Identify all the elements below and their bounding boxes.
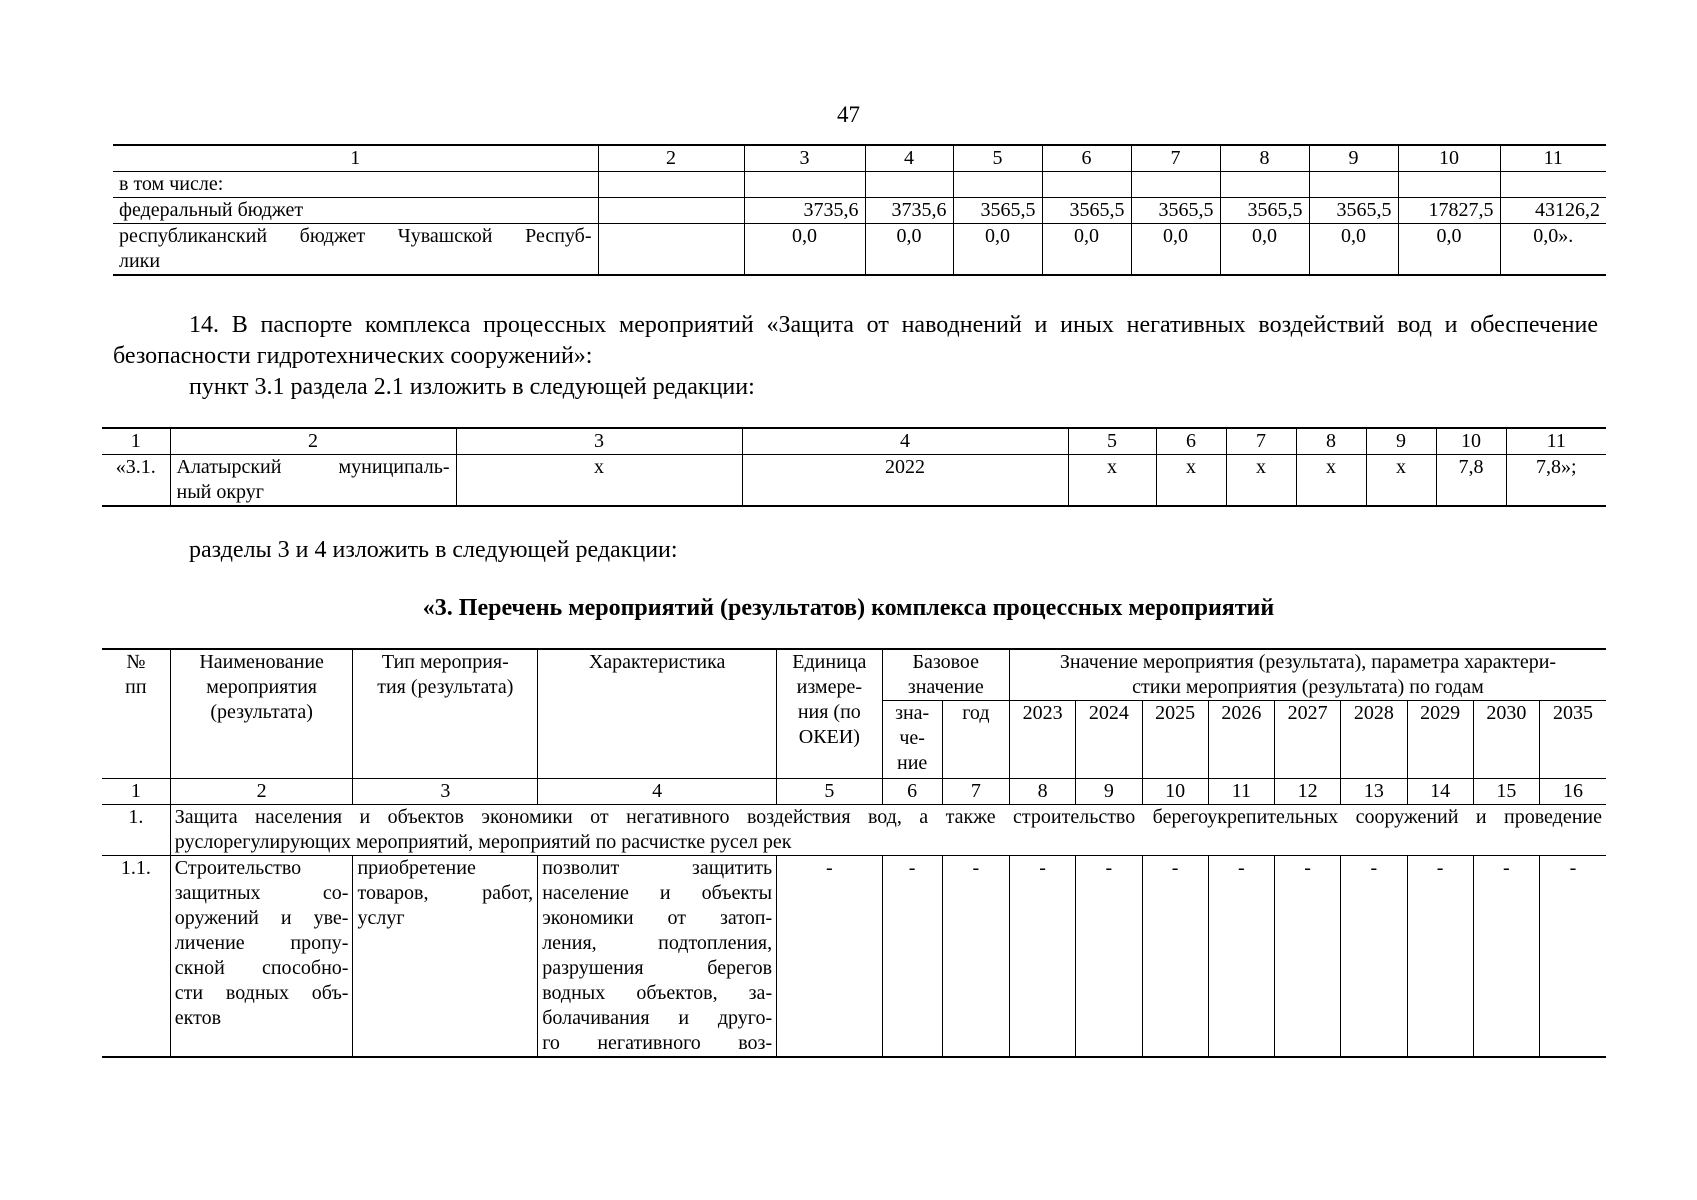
table-row <box>102 455 1606 507</box>
cell-value: 3565,5 <box>953 198 1042 224</box>
cell-value: - <box>882 856 942 1058</box>
table-row <box>113 198 1606 224</box>
table-row <box>113 224 1606 276</box>
cell-value: 3565,5 <box>1131 198 1220 224</box>
row-label: федеральный бюджет <box>113 198 598 224</box>
col-header: 5 <box>953 145 1042 172</box>
col-header-year: 2025 <box>1142 701 1208 779</box>
cell-value: 0,0». <box>1500 224 1606 276</box>
measure-characteristic: позволит защитить население и объекты экономики от затоп- ления, подтопления, разрушения берегов водных объектов, за- болачивания и друго- го негативного воз- <box>538 856 777 1058</box>
col-header: 10 <box>1398 145 1500 172</box>
section-row <box>102 805 1606 856</box>
row-label: в том числе: <box>113 172 598 198</box>
cell-value: 3735,6 <box>744 198 865 224</box>
col-header: 6 <box>1042 145 1131 172</box>
col-header-values-group: Значение мероприятия (результата), параметра характери- стики мероприятия (результата) по годам <box>1010 649 1607 701</box>
cell-value: 0,0 <box>865 224 953 276</box>
col-header: 2 <box>598 145 744 172</box>
col-header: 5 <box>1068 428 1156 455</box>
col-header: 3 <box>744 145 865 172</box>
cell-value: х <box>1296 455 1366 507</box>
row-number: 1.1. <box>102 856 170 1058</box>
cell-value: 0,0 <box>1131 224 1220 276</box>
cell-value: х <box>1156 455 1226 507</box>
col-header-year: 2028 <box>1341 701 1407 779</box>
measures-table <box>102 648 1606 1058</box>
cell-value: 3565,5 <box>1042 198 1131 224</box>
measure-name: Строительство защитных со- оружений и уве- личение пропу- скной способно- сти водных объ- ектов <box>170 856 353 1058</box>
cell-value: - <box>1142 856 1208 1058</box>
col-header: 1 <box>113 145 598 172</box>
table-header-row <box>113 145 1606 172</box>
col-header-year: 2023 <box>1010 701 1076 779</box>
cell-value: 2022 <box>742 455 1068 507</box>
col-header-year: 2035 <box>1540 701 1607 779</box>
cell-value: 7,8 <box>1436 455 1506 507</box>
measure-type: приобретение товаров, работ, услуг <box>353 856 538 1058</box>
col-header-name: Наименование мероприятия (результата) <box>170 649 353 779</box>
budget-table <box>113 144 1606 276</box>
cell-value: 7,8»; <box>1506 455 1606 507</box>
table-header-row <box>102 649 1606 701</box>
col-header-base: Базовое значение <box>882 649 1009 701</box>
cell-value: х <box>1226 455 1296 507</box>
col-header: 4 <box>865 145 953 172</box>
cell-value: 3565,5 <box>1220 198 1309 224</box>
cell-value: 17827,5 <box>1398 198 1500 224</box>
section-heading: «3. Перечень мероприятий (результатов) комплекса процессных мероприятий <box>422 595 1275 621</box>
cell-value: - <box>942 856 1009 1058</box>
col-header-year: 2026 <box>1208 701 1274 779</box>
col-header-num: № пп <box>102 649 170 779</box>
row-label: республиканский бюджет Чувашской Респуб- лики <box>113 224 598 276</box>
cell-value: 0,0 <box>1042 224 1131 276</box>
col-header: 1 <box>102 428 170 455</box>
col-header: 8 <box>1296 428 1366 455</box>
cell-value: - <box>1208 856 1274 1058</box>
col-header: 9 <box>1309 145 1398 172</box>
cell-value: 3735,6 <box>865 198 953 224</box>
col-header: 11 <box>1506 428 1606 455</box>
column-number-row: 1 2 3 4 5 6 7 8 9 10 11 12 13 14 15 16 <box>102 779 1606 805</box>
col-header: 3 <box>456 428 742 455</box>
cell-value: - <box>1540 856 1607 1058</box>
col-header: 11 <box>1500 145 1606 172</box>
col-header: 6 <box>1156 428 1226 455</box>
col-header: 8 <box>1220 145 1309 172</box>
col-header-base-value: зна- че- ние <box>882 701 942 779</box>
col-header-base-year: год <box>942 701 1009 779</box>
col-header: 7 <box>1226 428 1296 455</box>
page-number: 47 <box>837 102 860 127</box>
section-number: 1. <box>102 805 170 856</box>
passport-table <box>102 427 1606 507</box>
paragraph-14: 14. В паспорте комплекса процессных мероприятий «Защита от наводнений и иных негативных воздействий вод и обеспечение безопасности гидротехнических сооружений»: <box>113 312 1598 369</box>
cell-value: - <box>777 856 882 1058</box>
paragraph-punkt: пункт 3.1 раздела 2.1 изложить в следующей редакции: <box>189 374 755 400</box>
table-row <box>102 856 1606 1058</box>
cell-value: - <box>1341 856 1407 1058</box>
cell-value: - <box>1076 856 1142 1058</box>
col-header: 10 <box>1436 428 1506 455</box>
cell-value: 0,0 <box>1398 224 1500 276</box>
cell-value: - <box>1473 856 1539 1058</box>
col-header: 9 <box>1366 428 1436 455</box>
cell-value: х <box>1068 455 1156 507</box>
row-label: Алатырский муниципаль- ный округ <box>170 455 456 507</box>
col-header-type: Тип мероприя- тия (результата) <box>353 649 538 779</box>
cell-value: х <box>1366 455 1436 507</box>
cell-value: 3565,5 <box>1309 198 1398 224</box>
table-header-row <box>102 428 1606 455</box>
cell-value: 0,0 <box>1309 224 1398 276</box>
cell-value: 43126,2 <box>1500 198 1606 224</box>
cell-value: - <box>1275 856 1341 1058</box>
row-number: «3.1. <box>102 455 170 507</box>
cell-value: - <box>1407 856 1473 1058</box>
col-header: 2 <box>170 428 456 455</box>
col-header-year: 2029 <box>1407 701 1473 779</box>
col-header-unit: Единица измере- ния (по ОКЕИ) <box>777 649 882 779</box>
cell-value: 0,0 <box>953 224 1042 276</box>
col-header-year: 2024 <box>1076 701 1142 779</box>
cell-value: 0,0 <box>744 224 865 276</box>
col-header-characteristic: Характеристика <box>538 649 777 779</box>
table-row <box>113 172 1606 198</box>
cell-value: х <box>456 455 742 507</box>
col-header-year: 2030 <box>1473 701 1539 779</box>
section-title: Защита населения и объектов экономики от негативного воздействия вод, а также строительство берегоукрепительных сооружений и проведение руслорегулирующих мероприятий, мероприятий по расчистке русел рек <box>170 805 1606 856</box>
col-header-year: 2027 <box>1275 701 1341 779</box>
cell-value: - <box>1010 856 1076 1058</box>
col-header: 4 <box>742 428 1068 455</box>
paragraph-razdely: разделы 3 и 4 изложить в следующей редакции: <box>189 537 678 563</box>
cell-value: 0,0 <box>1220 224 1309 276</box>
col-header: 7 <box>1131 145 1220 172</box>
